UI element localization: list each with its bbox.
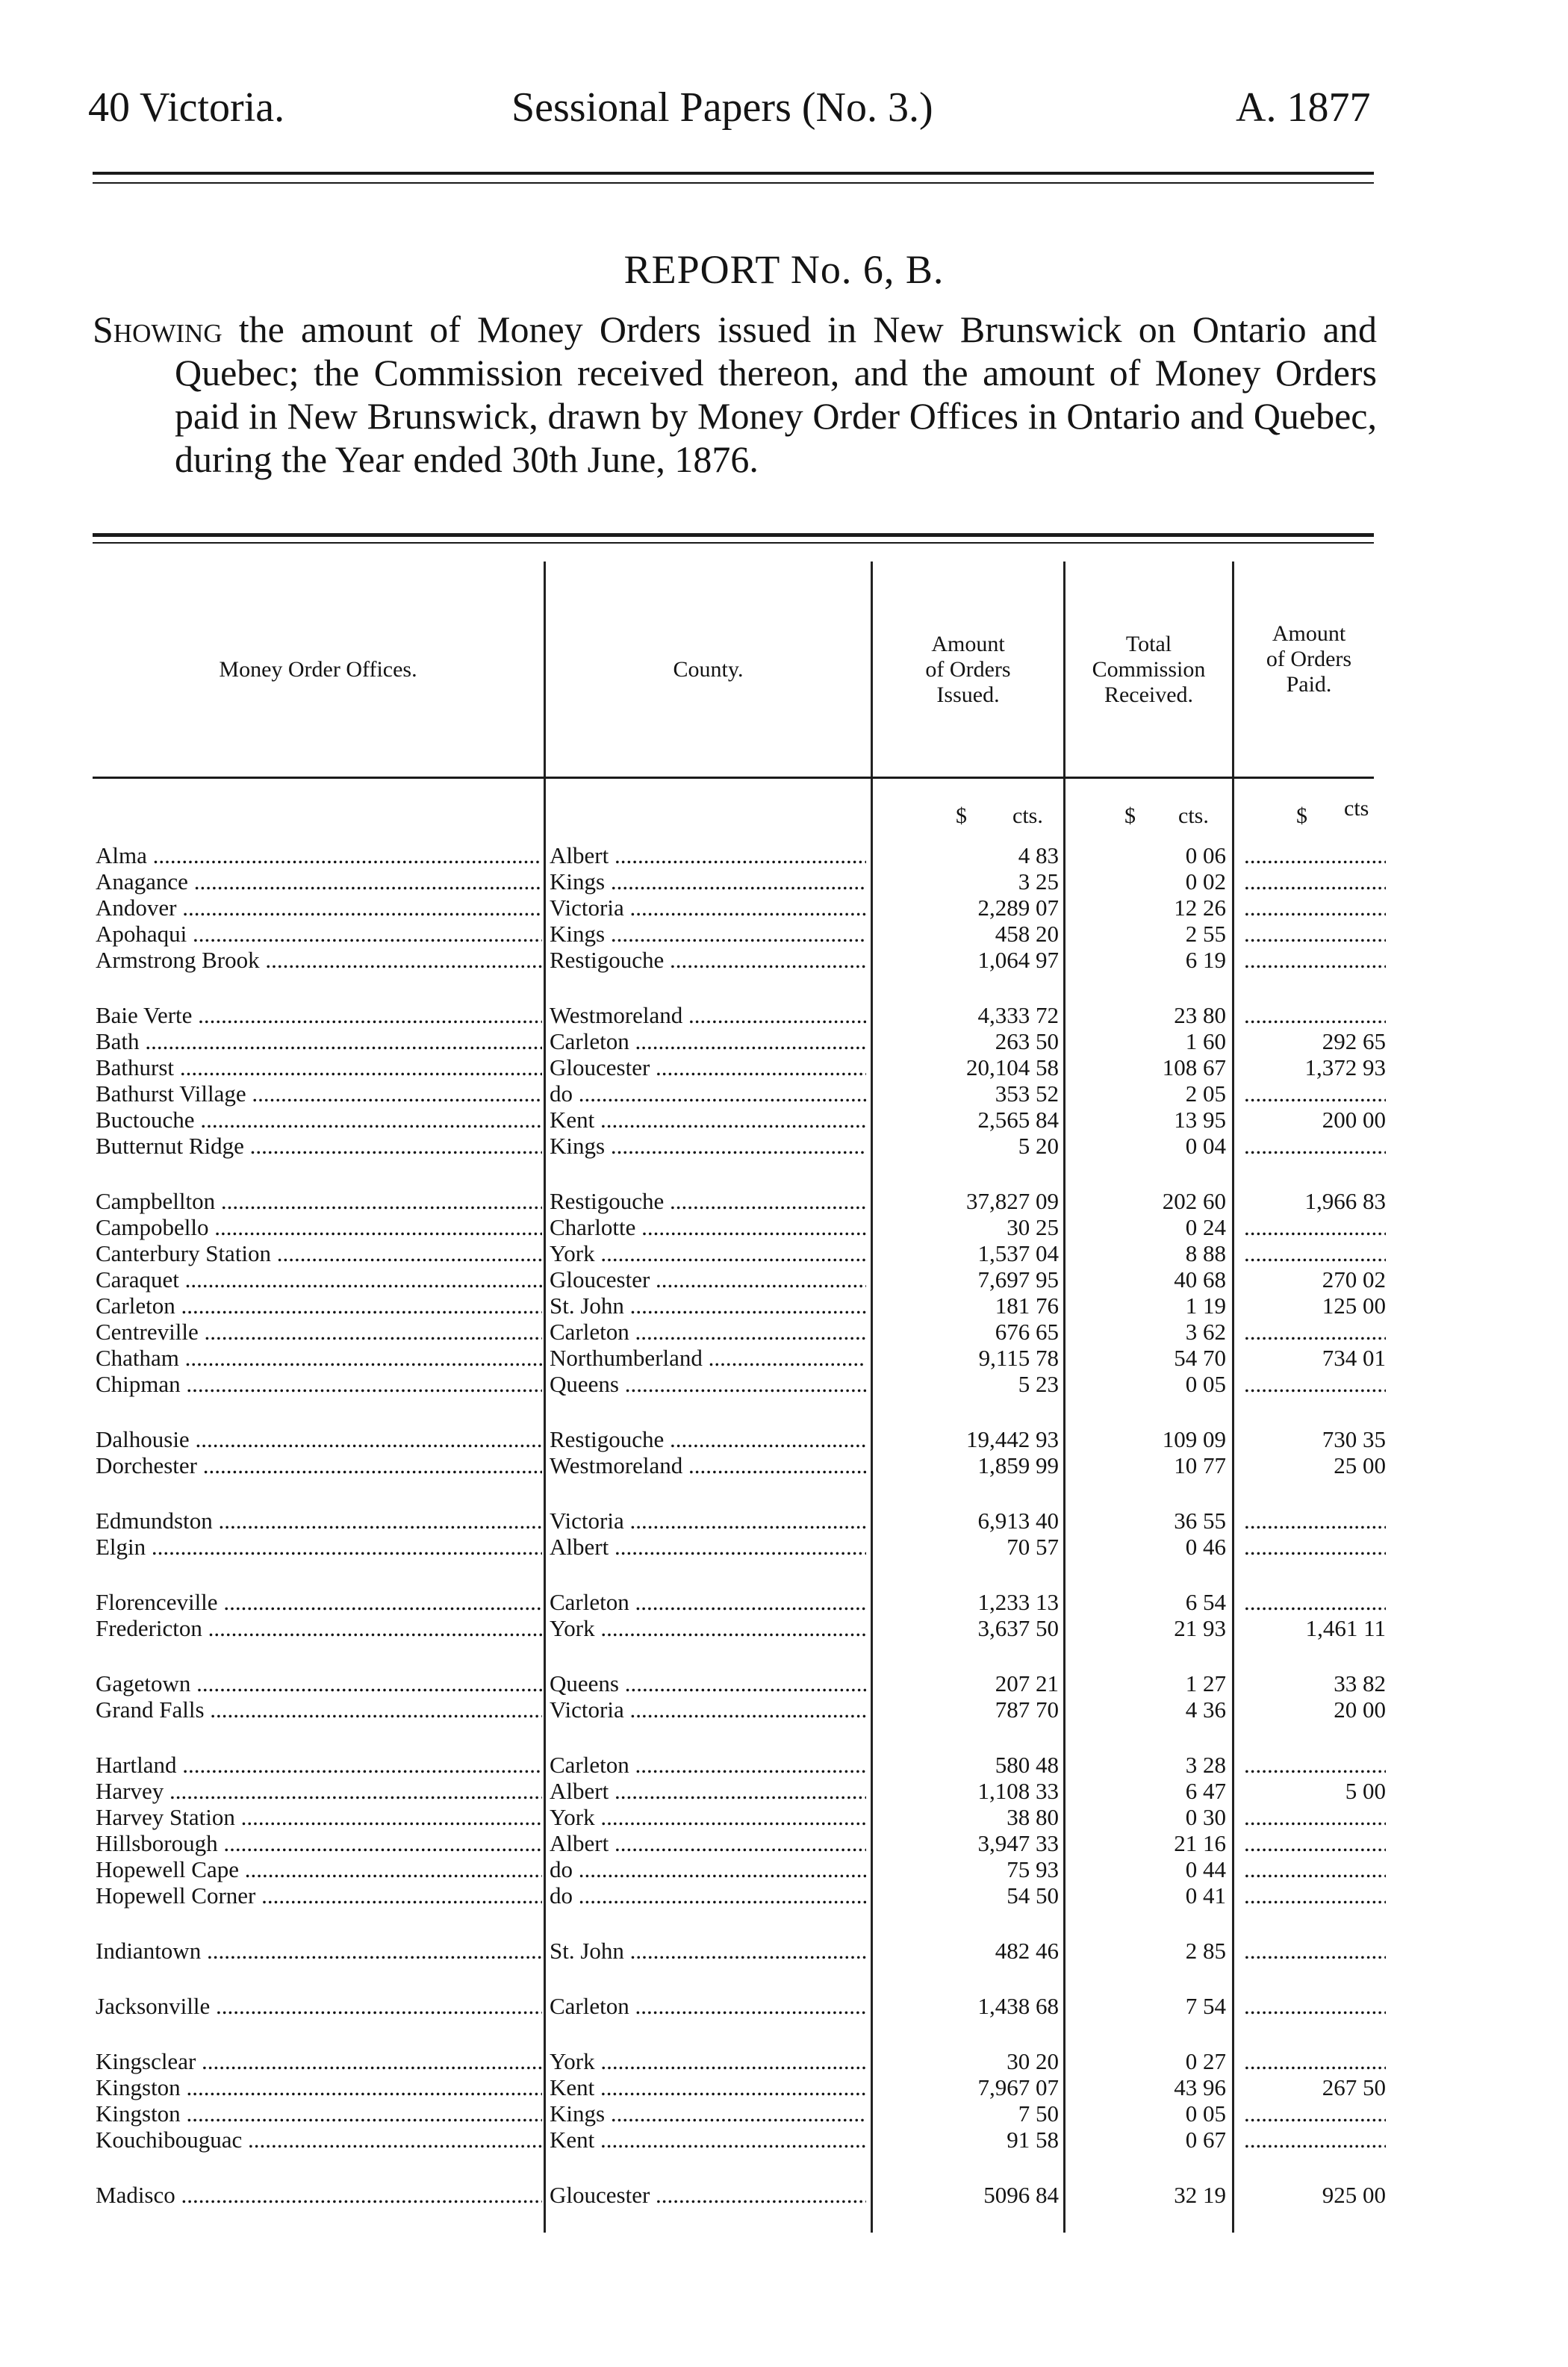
table-row [0,1371,1568,1397]
office-cell: Grand Falls ..... [96,1696,542,1723]
office-cell: Apohaqui ..... [96,921,542,947]
amount-paid-cell [1244,921,1386,947]
table-row [0,1054,1568,1080]
table-row [0,1856,1568,1882]
table-row [0,921,1568,947]
amount-paid-cell [1244,2127,1386,2153]
commission-cell: 21 16 [1174,1830,1226,1856]
commission-cell: 43 96 [1174,2074,1226,2100]
header-amount-issued: Amount of Orders Issued. [925,632,1011,707]
unit-paid-cents: cts [1344,796,1369,821]
commission-cell: 10 77 [1174,1452,1226,1478]
table-row [0,1882,1568,1909]
office-cell: Buctouche ..... [96,1107,542,1133]
commission-cell: 3 28 [1185,1752,1226,1778]
county-cell: Victoria ..... [550,1508,866,1534]
amount-issued-cell: 38 80 [1007,1804,1059,1830]
header-county: County. [673,657,744,682]
amount-paid-cell [1244,1830,1386,1856]
commission-cell: 1 27 [1185,1670,1226,1696]
amount-issued-cell: 37,827 09 [966,1188,1059,1214]
office-cell: Kingston ..... [96,2100,542,2127]
commission-cell: 6 54 [1185,1589,1226,1615]
commission-cell: 2 85 [1185,1938,1226,1964]
commission-cell: 13 95 [1174,1107,1226,1133]
office-cell: Bathurst ..... [96,1054,542,1080]
table-row [0,1266,1568,1293]
office-cell: Kingston ..... [96,2074,542,2100]
amount-issued-cell: 6,913 40 [977,1508,1059,1534]
table-row [0,1589,1568,1615]
unit-issued-cents: cts. [1012,803,1043,828]
county-cell: Kent ..... [550,2074,866,2100]
commission-cell: 4 36 [1185,1696,1226,1723]
office-cell: Indiantown ..... [96,1938,542,1964]
amount-paid-cell [1244,1993,1386,2019]
table-row [0,1188,1568,1214]
county-cell: Restigouche ..... [550,947,866,973]
county-cell: St. John ..... [550,1938,866,1964]
office-cell: Andover ..... [96,895,542,921]
table-row [0,842,1568,868]
county-cell: York ..... [550,2048,866,2074]
table-row [0,1752,1568,1778]
amount-issued-cell: 263 50 [995,1028,1059,1054]
county-cell: Queens ..... [550,1670,866,1696]
column-header-rule [93,777,1374,779]
table-row [0,1670,1568,1696]
commission-cell: 6 47 [1185,1778,1226,1804]
commission-cell: 0 46 [1185,1534,1226,1560]
amount-issued-cell: 7,967 07 [977,2074,1059,2100]
amount-issued-cell: 1,064 97 [977,947,1059,973]
amount-paid-cell [1244,1080,1386,1107]
table-row [0,1938,1568,1964]
county-cell: Carleton ..... [550,1319,866,1345]
county-cell: Kings ..... [550,868,866,895]
unit-issued-dollars: $ [956,803,967,828]
amount-paid-cell: 5 00 [1345,1778,1386,1804]
county-cell: Westmoreland ..... [550,1002,866,1028]
amount-issued-cell: 1,537 04 [977,1240,1059,1266]
amount-issued-cell: 1,108 33 [977,1778,1059,1804]
county-cell: York ..... [550,1804,866,1830]
county-cell: Kent ..... [550,1107,866,1133]
amount-issued-cell: 5 23 [1018,1371,1059,1397]
table-row [0,1426,1568,1452]
office-cell: Hartland ..... [96,1752,542,1778]
table-row [0,1028,1568,1054]
amount-paid-cell [1244,1240,1386,1266]
office-cell: Kingsclear ..... [96,2048,542,2074]
commission-cell: 0 41 [1185,1882,1226,1909]
county-cell: Charlotte ..... [550,1214,866,1240]
header-year: A. 1877 [1236,84,1371,131]
commission-cell: 1 60 [1185,1028,1226,1054]
county-cell: Carleton ..... [550,1993,866,2019]
amount-paid-cell [1244,1534,1386,1560]
county-cell: Gloucester ..... [550,1266,866,1293]
table-row [0,1804,1568,1830]
column-divider-3 [1063,562,1065,2233]
office-cell: Bathurst Village ..... [96,1080,542,1107]
amount-issued-cell: 91 58 [1007,2127,1059,2153]
column-divider-2 [871,562,873,2233]
office-cell: Jacksonville ..... [96,1993,542,2019]
office-cell: Campbellton ..... [96,1188,542,1214]
office-cell: Dorchester ..... [96,1452,542,1478]
amount-paid-cell [1244,1938,1386,1964]
amount-paid-cell [1244,1133,1386,1159]
table-row [0,1319,1568,1345]
county-cell: Carleton ..... [550,1752,866,1778]
amount-paid-cell: 25 00 [1334,1452,1386,1478]
table-row [0,1002,1568,1028]
office-cell: Harvey ..... [96,1778,542,1804]
county-cell: Kent ..... [550,2127,866,2153]
commission-cell: 8 88 [1185,1240,1226,1266]
county-cell: Albert ..... [550,1830,866,1856]
table-row [0,895,1568,921]
office-cell: Anagance ..... [96,868,542,895]
amount-paid-cell: 125 00 [1322,1293,1386,1319]
table-row [0,1214,1568,1240]
office-cell: Hopewell Cape ..... [96,1856,542,1882]
office-cell: Chipman ..... [96,1371,542,1397]
amount-issued-cell: 75 93 [1007,1856,1059,1882]
report-title: REPORT No. 6, B. [623,247,945,292]
commission-cell: 36 55 [1174,1508,1226,1534]
amount-paid-cell [1244,1856,1386,1882]
commission-cell: 0 02 [1185,868,1226,895]
amount-issued-cell: 676 65 [995,1319,1059,1345]
amount-issued-cell: 458 20 [995,921,1059,947]
header-amount-paid: Amount of Orders Paid. [1266,621,1352,697]
table-row [0,1830,1568,1856]
table-row [0,1107,1568,1133]
header-total-commission: Total Commission Received. [1092,632,1206,707]
table-row [0,947,1568,973]
unit-commission-dollars: $ [1124,803,1136,828]
table-row [0,2182,1568,2208]
amount-issued-cell: 3 25 [1018,868,1059,895]
table-row [0,1133,1568,1159]
office-cell: Caraquet ..... [96,1266,542,1293]
commission-cell: 0 05 [1185,2100,1226,2127]
commission-cell: 109 09 [1162,1426,1226,1452]
header-title: Sessional Papers (No. 3.) [511,84,933,131]
county-cell: do ..... [550,1856,866,1882]
header-rule-thick [93,172,1374,175]
amount-paid-cell [1244,1002,1386,1028]
amount-paid-cell: 267 50 [1322,2074,1386,2100]
amount-paid-cell [1244,1214,1386,1240]
unit-commission-cents: cts. [1178,803,1209,828]
commission-cell: 1 19 [1185,1293,1226,1319]
county-cell: Victoria ..... [550,895,866,921]
amount-paid-cell: 20 00 [1334,1696,1386,1723]
amount-issued-cell: 30 20 [1007,2048,1059,2074]
table-row [0,2127,1568,2153]
county-cell: Westmoreland ..... [550,1452,866,1478]
county-cell: Kings ..... [550,1133,866,1159]
amount-paid-cell [1244,1589,1386,1615]
amount-paid-cell [1244,1882,1386,1909]
office-cell: Centreville ..... [96,1319,542,1345]
column-divider-1 [544,562,546,2233]
table-row [0,1615,1568,1641]
commission-cell: 32 19 [1174,2182,1226,2208]
office-cell: Gagetown ..... [96,1670,542,1696]
amount-paid-cell: 1,966 83 [1304,1188,1386,1214]
county-cell: St. John ..... [550,1293,866,1319]
amount-paid-cell: 270 02 [1322,1266,1386,1293]
office-cell: Elgin ..... [96,1534,542,1560]
office-cell: Carleton ..... [96,1293,542,1319]
amount-issued-cell: 580 48 [995,1752,1059,1778]
table-row [0,868,1568,895]
office-cell: Kouchibouguac ..... [96,2127,542,2153]
amount-issued-cell: 7,697 95 [977,1266,1059,1293]
table-row [0,1993,1568,2019]
table-row [0,1452,1568,1478]
county-cell: Albert ..... [550,842,866,868]
amount-issued-cell: 482 46 [995,1938,1059,1964]
county-cell: Restigouche ..... [550,1426,866,1452]
commission-cell: 3 62 [1185,1319,1226,1345]
county-cell: Albert ..... [550,1534,866,1560]
office-cell: Madisco ..... [96,2182,542,2208]
amount-issued-cell: 1,859 99 [977,1452,1059,1478]
office-cell: Hopewell Corner ..... [96,1882,542,1909]
amount-paid-cell [1244,1804,1386,1830]
office-cell: Armstrong Brook ..... [96,947,542,973]
amount-issued-cell: 1,233 13 [977,1589,1059,1615]
header-rule-thin [93,182,1374,184]
amount-paid-cell [1244,895,1386,921]
amount-paid-cell: 734 01 [1322,1345,1386,1371]
amount-paid-cell [1244,1371,1386,1397]
table-row [0,1080,1568,1107]
amount-issued-cell: 5096 84 [983,2182,1059,2208]
commission-cell: 0 27 [1185,2048,1226,2074]
amount-issued-cell: 9,115 78 [978,1345,1059,1371]
table-row [0,2048,1568,2074]
amount-issued-cell: 353 52 [995,1080,1059,1107]
commission-cell: 0 44 [1185,1856,1226,1882]
header-money-order-offices: Money Order Offices. [219,657,417,682]
amount-issued-cell: 4 83 [1018,842,1059,868]
amount-paid-cell [1244,947,1386,973]
amount-paid-cell: 925 00 [1322,2182,1386,2208]
amount-issued-cell: 207 21 [995,1670,1059,1696]
amount-issued-cell: 3,947 33 [977,1830,1059,1856]
county-cell: Victoria ..... [550,1696,866,1723]
table-row [0,1508,1568,1534]
amount-paid-cell: 292 65 [1322,1028,1386,1054]
office-cell: Edmundston ..... [96,1508,542,1534]
amount-issued-cell: 3,637 50 [977,1615,1059,1641]
table-row [0,2074,1568,2100]
commission-cell: 0 06 [1185,842,1226,868]
office-cell: Hillsborough ..... [96,1830,542,1856]
amount-issued-cell: 787 70 [995,1696,1059,1723]
amount-issued-cell: 4,333 72 [977,1002,1059,1028]
amount-issued-cell: 54 50 [1007,1882,1059,1909]
county-cell: do ..... [550,1882,866,1909]
office-cell: Canterbury Station ..... [96,1240,542,1266]
report-description [93,308,1377,481]
commission-cell: 0 04 [1185,1133,1226,1159]
office-cell: Florenceville ..... [96,1589,542,1615]
office-cell: Fredericton ..... [96,1615,542,1641]
office-cell: Bath ..... [96,1028,542,1054]
table-row [0,2100,1568,2127]
table-top-rule-thin [93,542,1374,544]
county-cell: Gloucester ..... [550,2182,866,2208]
table-row [0,1345,1568,1371]
intro-text: the amount of Money Orders issued in New Brunswick on Ontario and Quebec; the Commission received thereon, and the amount of Money Orders paid in New Brunswick, drawn by Money Order Offices in Ontario and Quebec, during the Year ended 30th June, 1876. [175,308,1377,480]
amount-paid-cell [1244,1752,1386,1778]
header-session: 40 Victoria. [88,84,285,131]
amount-paid-cell [1244,1508,1386,1534]
amount-paid-cell [1244,868,1386,895]
amount-paid-cell: 200 00 [1322,1107,1386,1133]
county-cell: Albert ..... [550,1778,866,1804]
amount-issued-cell: 7 50 [1018,2100,1059,2127]
amount-issued-cell: 70 57 [1007,1534,1059,1560]
commission-cell: 7 54 [1185,1993,1226,2019]
office-cell: Chatham ..... [96,1345,542,1371]
office-cell: Harvey Station ..... [96,1804,542,1830]
table-top-rule-thick [93,533,1374,537]
amount-paid-cell: 33 82 [1334,1670,1386,1696]
amount-paid-cell: 1,372 93 [1304,1054,1386,1080]
commission-cell: 6 19 [1185,947,1226,973]
county-cell: Queens ..... [550,1371,866,1397]
commission-cell: 0 30 [1185,1804,1226,1830]
commission-cell: 2 55 [1185,921,1226,947]
commission-cell: 40 68 [1174,1266,1226,1293]
amount-issued-cell: 181 76 [995,1293,1059,1319]
office-cell: Butternut Ridge ..... [96,1133,542,1159]
amount-issued-cell: 19,442 93 [966,1426,1059,1452]
amount-issued-cell: 20,104 58 [966,1054,1059,1080]
table-row [0,1534,1568,1560]
amount-paid-cell [1244,2100,1386,2127]
amount-paid-cell [1244,1319,1386,1345]
table-row [0,1778,1568,1804]
amount-issued-cell: 2,565 84 [977,1107,1059,1133]
county-cell: do ..... [550,1080,866,1107]
office-cell: Dalhousie ..... [96,1426,542,1452]
amount-issued-cell: 30 25 [1007,1214,1059,1240]
office-cell: Campobello ..... [96,1214,542,1240]
unit-paid-dollars: $ [1296,803,1307,828]
amount-issued-cell: 2,289 07 [977,895,1059,921]
table-row [0,1240,1568,1266]
county-cell: York ..... [550,1615,866,1641]
commission-cell: 54 70 [1174,1345,1226,1371]
commission-cell: 0 24 [1185,1214,1226,1240]
amount-paid-cell [1244,842,1386,868]
commission-cell: 12 26 [1174,895,1226,921]
amount-issued-cell: 1,438 68 [977,1993,1059,2019]
county-cell: Carleton ..... [550,1028,866,1054]
amount-paid-cell: 1,461 11 [1305,1615,1386,1641]
county-cell: Kings ..... [550,2100,866,2127]
office-cell: Baie Verte ..... [96,1002,542,1028]
county-cell: Kings ..... [550,921,866,947]
county-cell: Gloucester ..... [550,1054,866,1080]
county-cell: York ..... [550,1240,866,1266]
table-row [0,1293,1568,1319]
commission-cell: 108 67 [1162,1054,1226,1080]
amount-paid-cell: 730 35 [1322,1426,1386,1452]
commission-cell: 0 67 [1185,2127,1226,2153]
column-divider-4 [1232,562,1234,2233]
commission-cell: 2 05 [1185,1080,1226,1107]
table-row [0,1696,1568,1723]
commission-cell: 0 05 [1185,1371,1226,1397]
county-cell: Northumberland ..... [550,1345,866,1371]
intro-lead-word: Showing [93,308,223,350]
amount-issued-cell: 5 20 [1018,1133,1059,1159]
commission-cell: 21 93 [1174,1615,1226,1641]
county-cell: Restigouche ..... [550,1188,866,1214]
county-cell: Carleton ..... [550,1589,866,1615]
commission-cell: 202 60 [1162,1188,1226,1214]
office-cell: Alma ..... [96,842,542,868]
amount-paid-cell [1244,2048,1386,2074]
commission-cell: 23 80 [1174,1002,1226,1028]
